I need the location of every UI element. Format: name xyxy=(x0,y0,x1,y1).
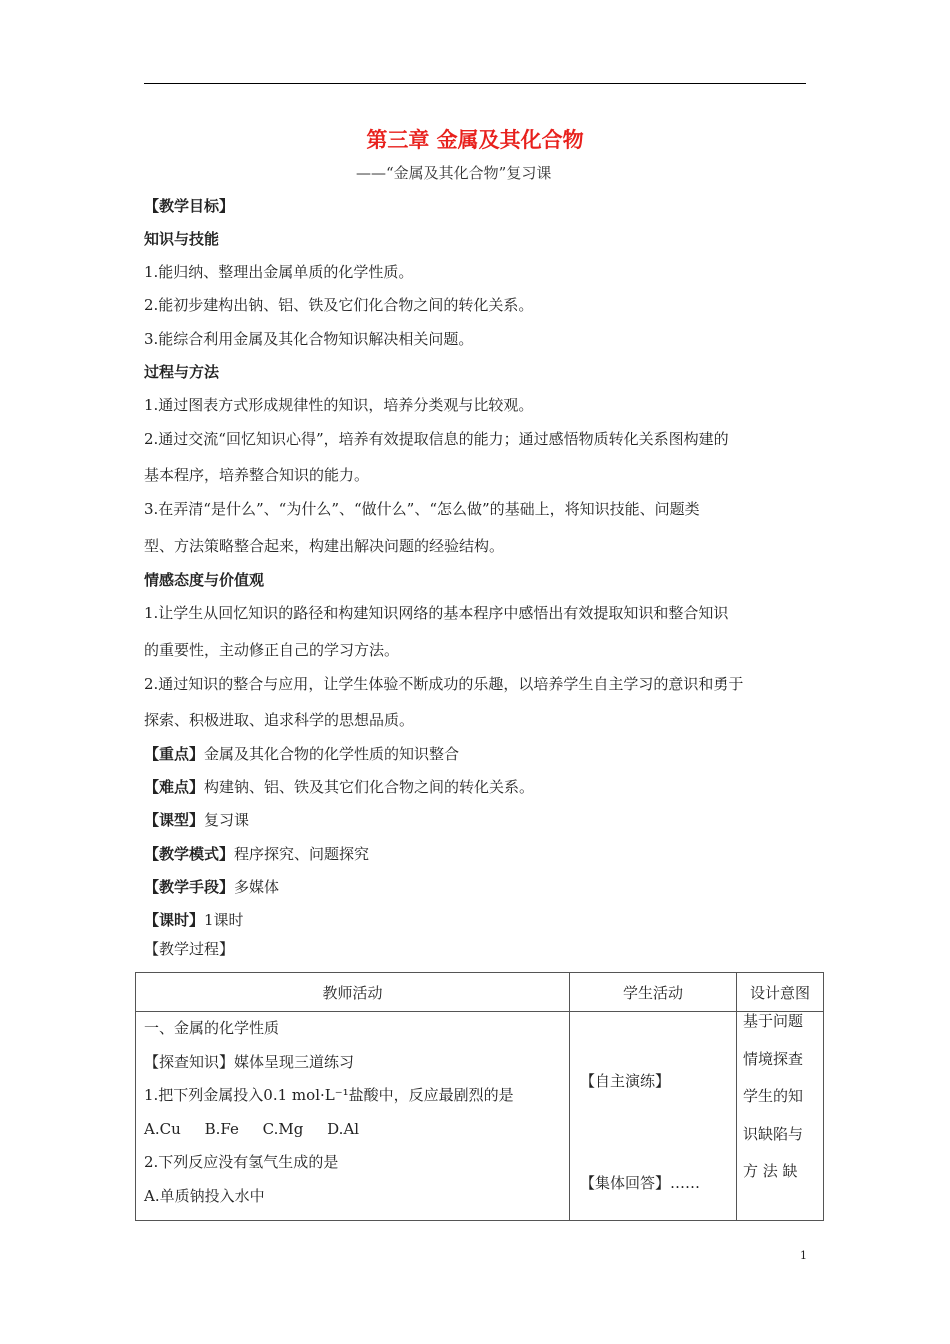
teacher-line: 一、金属的化学性质 xyxy=(144,1019,280,1037)
process-line: 基本程序，培养整合知识的能力。 xyxy=(144,466,370,484)
intent-line: 学生的知 xyxy=(743,1087,804,1105)
meta-label: 【难点】 xyxy=(144,778,205,796)
knowledge-heading: 知识与技能 xyxy=(144,230,220,248)
meta-label: 【重点】 xyxy=(144,745,205,763)
design-intent-cell xyxy=(737,1012,824,1221)
meta-label: 【课时】 xyxy=(144,911,205,929)
chapter-title: 第三章 金属及其化合物 xyxy=(366,128,584,152)
header-student: 学生活动 xyxy=(570,973,737,1012)
lesson-type xyxy=(144,810,249,830)
teaching-mode xyxy=(144,844,369,864)
meta-value: 构建钠、铝、铁及其它们化合物之间的转化关系。 xyxy=(204,778,535,796)
meta-value: 程序探究、问题探究 xyxy=(234,845,370,863)
emotion-line: 探索、积极进取、追求科学的思想品质。 xyxy=(144,711,415,729)
header-teacher: 教师活动 xyxy=(136,973,570,1012)
process-heading: 过程与方法 xyxy=(144,363,220,381)
emotion-heading: 情感态度与价值观 xyxy=(144,571,265,589)
teaching-process-table xyxy=(135,972,824,1221)
meta-value: 1课时 xyxy=(204,911,244,929)
student-activity-cell xyxy=(570,1012,737,1221)
teacher-activity-cell xyxy=(136,1012,570,1221)
process-section-heading: 【教学过程】 xyxy=(144,940,235,958)
teacher-line: A.Cu B.Fe C.Mg D.Al xyxy=(144,1119,360,1138)
process-line: 1.通过图表方式形成规律性的知识，培养分类观与比较观。 xyxy=(144,396,534,414)
intent-line: 识缺陷与 xyxy=(743,1124,804,1143)
header-intent: 设计意图 xyxy=(737,973,824,1012)
intent-line: 情境探查 xyxy=(743,1049,804,1068)
emotion-line: 1.让学生从回忆知识的路径和构建知识网络的基本程序中感悟出有效提取知识和整合知识 xyxy=(144,604,729,622)
knowledge-item: 1.能归纳、整理出金属单质的化学性质。 xyxy=(144,263,414,281)
class-hours xyxy=(144,910,244,930)
meta-label: 【教学手段】 xyxy=(144,878,235,896)
page-number: 1 xyxy=(800,1249,807,1262)
objectives-heading: 【教学目标】 xyxy=(144,197,235,215)
intent-line: 方 法 缺 xyxy=(743,1162,798,1180)
meta-label: 【课型】 xyxy=(144,811,205,829)
difficulty xyxy=(144,777,534,797)
student-line: 【集体回答】…… xyxy=(580,1174,701,1192)
meta-value: 金属及其化合物的化学性质的知识整合 xyxy=(204,745,460,763)
process-line: 2.通过交流“回忆知识心得”，培养有效提取信息的能力；通过感悟物质转化关系图构建的 xyxy=(144,430,729,448)
teacher-line: A.单质钠投入水中 xyxy=(144,1186,265,1205)
meta-value: 复习课 xyxy=(204,811,250,829)
process-line: 型、方法策略整合起来，构建出解决问题的经验结构。 xyxy=(144,537,505,555)
subtitle: ——“金属及其化合物”复习课 xyxy=(356,164,552,182)
student-line: 【自主演练】 xyxy=(580,1072,671,1090)
intent-line: 基于问题 xyxy=(743,1012,804,1030)
meta-label: 【教学模式】 xyxy=(144,845,235,863)
meta-value: 多媒体 xyxy=(234,878,280,896)
process-line: 3.在弄清“是什么”、“为什么”、“做什么”、“怎么做”的基础上，将知识技能、问题类 xyxy=(144,500,700,518)
knowledge-item: 2.能初步建构出钠、铝、铁及它们化合物之间的转化关系。 xyxy=(144,296,534,314)
emotion-line: 的重要性，主动修正自己的学习方法。 xyxy=(144,641,400,659)
teaching-means xyxy=(144,877,279,897)
teacher-line: 2.下列反应没有氢气生成的是 xyxy=(144,1153,339,1171)
header-rule xyxy=(144,83,806,84)
teacher-line: 1.把下列金属投入0.1 mol·L⁻¹盐酸中，反应最剧烈的是 xyxy=(144,1086,514,1104)
knowledge-item: 3.能综合利用金属及其化合物知识解决相关问题。 xyxy=(144,330,474,348)
key-point xyxy=(144,744,459,764)
teacher-line: 【探查知识】媒体呈现三道练习 xyxy=(144,1052,355,1071)
emotion-line: 2.通过知识的整合与应用，让学生体验不断成功的乐趣，以培养学生自主学习的意识和勇于 xyxy=(144,675,744,693)
